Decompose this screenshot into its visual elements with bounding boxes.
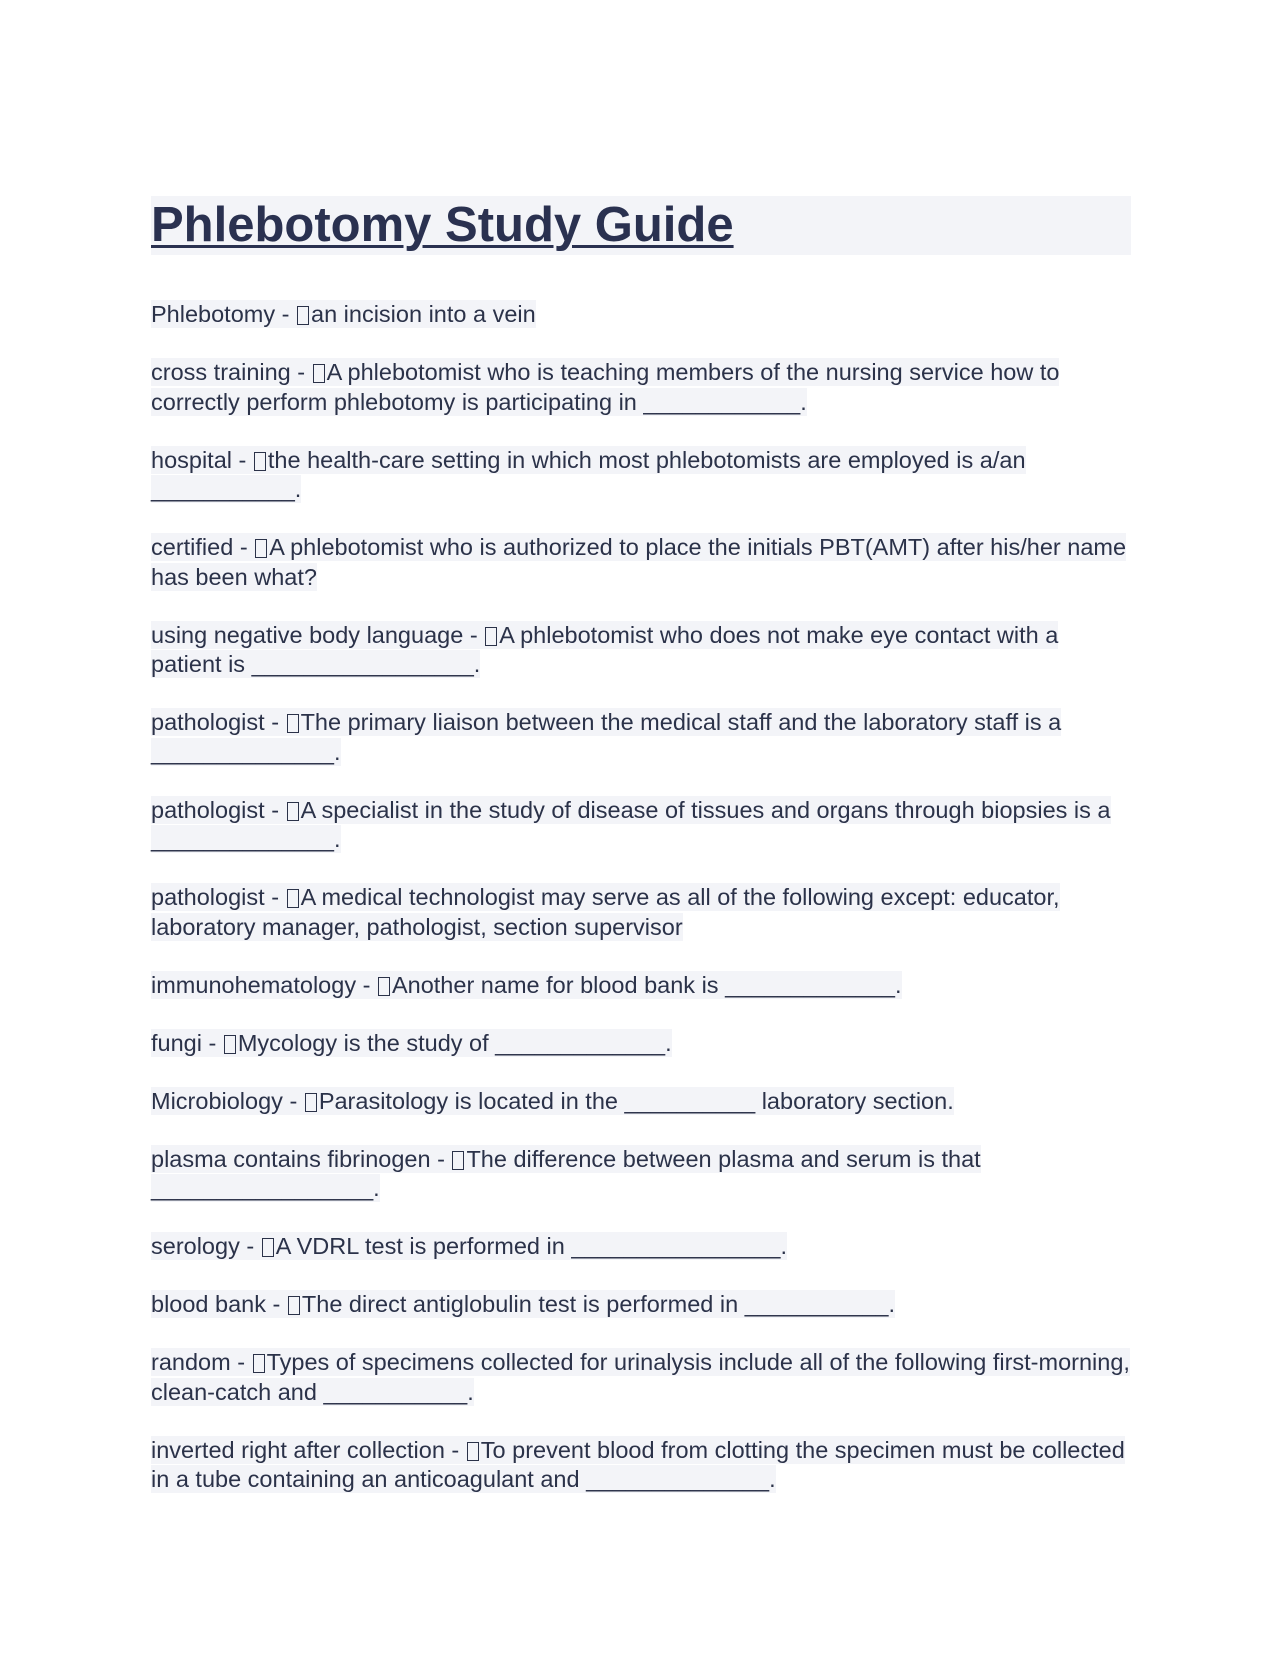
entry-definition: A medical technologist may serve as all of the following except: educator, laboratory manager, pathologist, section supervisor bbox=[151, 884, 1060, 940]
entry-term: blood bank bbox=[151, 1291, 266, 1317]
missing-glyph-icon bbox=[287, 714, 299, 733]
entry-term: using negative body language bbox=[151, 621, 464, 648]
entry-term: pathologist bbox=[151, 709, 265, 735]
entry-definition: Another name for blood bank is _____________. bbox=[391, 971, 902, 998]
entry-term: hospital bbox=[151, 446, 232, 473]
entry-definition: The primary liaison between the medical staff and the laboratory staff is a ______________. bbox=[151, 709, 1062, 765]
entry-term: cross training bbox=[151, 359, 291, 385]
flashcard-entry: plasma contains fibrinogen - The difference between plasma and serum is that _________________. bbox=[151, 1145, 981, 1201]
entry-definition: To prevent blood from clotting the specimen must be collected in a tube containing an anticoagulant and ______________. bbox=[151, 1436, 1125, 1492]
missing-glyph-icon bbox=[452, 1151, 464, 1170]
entry-definition: A specialist in the study of disease of tissues and organs through biopsies is a ______________. bbox=[151, 796, 1111, 852]
missing-glyph-icon bbox=[313, 364, 325, 383]
flashcard-entry: Phlebotomy - an incision into a vein bbox=[151, 301, 536, 327]
entry-term: inverted right after collection bbox=[151, 1436, 445, 1463]
title-block bbox=[151, 196, 1131, 255]
flashcard-entry: using negative body language - A phlebotomist who does not make eye contact with a patient is _________________. bbox=[151, 621, 1059, 677]
flashcard-entry: random - Types of specimens collected for urinalysis include all of the following first-morning, clean-catch and ___________. bbox=[151, 1349, 1130, 1405]
missing-glyph-icon bbox=[224, 1035, 236, 1054]
entry-definition: The difference between plasma and serum is that _________________. bbox=[151, 1145, 981, 1201]
entry-term: plasma contains fibrinogen bbox=[151, 1145, 431, 1172]
entry-definition: the health-care setting in which most phlebotomists are employed is a/an ___________. bbox=[151, 446, 1026, 502]
flashcard-entry: certified - A phlebotomist who is authorized to place the initials PBT(AMT) after his/her name has been what? bbox=[151, 534, 1127, 590]
entry-definition: A VDRL test is performed in ________________. bbox=[275, 1233, 787, 1259]
entry-definition: Types of specimens collected for urinalysis include all of the following first-morning, clean-catch and ___________. bbox=[151, 1349, 1130, 1405]
page-title: Phlebotomy Study Guide bbox=[151, 198, 734, 252]
missing-glyph-icon bbox=[297, 306, 309, 325]
entry-term: immunohematology bbox=[151, 971, 357, 998]
flashcard-entry: blood bank - The direct antiglobulin test is performed in ___________. bbox=[151, 1291, 895, 1317]
flashcard-entry: immunohematology - Another name for blood bank is _____________. bbox=[151, 971, 902, 998]
entry-term: pathologist bbox=[151, 796, 265, 823]
flashcard-list bbox=[151, 300, 1131, 1495]
flashcard-entry: fungi - Mycology is the study of _____________. bbox=[151, 1029, 672, 1056]
flashcard-entry: pathologist - A medical technologist may serve as all of the following except: educator, laboratory manager, pathologist, section supervisor bbox=[151, 884, 1060, 940]
flashcard-entry: pathologist - The primary liaison between the medical staff and the laboratory staff is a ______________. bbox=[151, 709, 1062, 765]
missing-glyph-icon bbox=[305, 1093, 317, 1112]
missing-glyph-icon bbox=[287, 889, 299, 908]
entry-term: Microbiology bbox=[151, 1087, 283, 1114]
document-page bbox=[151, 196, 1131, 1523]
entry-definition: A phlebotomist who is authorized to place the initials PBT(AMT) after his/her name has been what? bbox=[151, 534, 1127, 590]
entry-definition: A phlebotomist who does not make eye contact with a patient is _________________. bbox=[151, 621, 1059, 677]
entry-definition: an incision into a vein bbox=[311, 301, 536, 327]
flashcard-entry: pathologist - A specialist in the study of disease of tissues and organs through biopsies is a ______________. bbox=[151, 796, 1111, 852]
flashcard-entry: inverted right after collection - To prevent blood from clotting the specimen must be collected in a tube containing an anticoagulant and ______________. bbox=[151, 1436, 1125, 1492]
flashcard-entry: serology - A VDRL test is performed in ________________. bbox=[151, 1233, 787, 1259]
entry-definition: Mycology is the study of _____________. bbox=[237, 1029, 672, 1056]
flashcard-entry: Microbiology - Parasitology is located in the __________ laboratory section. bbox=[151, 1087, 954, 1114]
entry-definition: Parasitology is located in the __________ laboratory section. bbox=[318, 1087, 954, 1114]
entry-term: random bbox=[151, 1349, 231, 1375]
missing-glyph-icon bbox=[262, 1238, 274, 1257]
missing-glyph-icon bbox=[253, 1354, 265, 1373]
entry-definition: A phlebotomist who is teaching members of the nursing service how to correctly perform phlebotomy is participating in ____________. bbox=[151, 359, 1060, 415]
entry-term: certified bbox=[151, 534, 234, 560]
missing-glyph-icon bbox=[378, 977, 390, 996]
missing-glyph-icon bbox=[288, 1296, 300, 1315]
entry-term: Phlebotomy bbox=[151, 301, 276, 327]
missing-glyph-icon bbox=[255, 539, 267, 558]
flashcard-entry: hospital - the health-care setting in which most phlebotomists are employed is a/an ___________. bbox=[151, 446, 1026, 502]
missing-glyph-icon bbox=[287, 802, 299, 821]
entry-definition: The direct antiglobulin test is performed in ___________. bbox=[301, 1291, 895, 1317]
missing-glyph-icon bbox=[485, 627, 497, 646]
entry-term: pathologist bbox=[151, 884, 265, 910]
missing-glyph-icon bbox=[467, 1442, 479, 1461]
missing-glyph-icon bbox=[254, 452, 266, 471]
flashcard-entry: cross training - A phlebotomist who is teaching members of the nursing service how to correctly perform phlebotomy is participating in ____________. bbox=[151, 359, 1060, 415]
entry-term: serology bbox=[151, 1233, 240, 1259]
entry-term: fungi bbox=[151, 1029, 202, 1056]
